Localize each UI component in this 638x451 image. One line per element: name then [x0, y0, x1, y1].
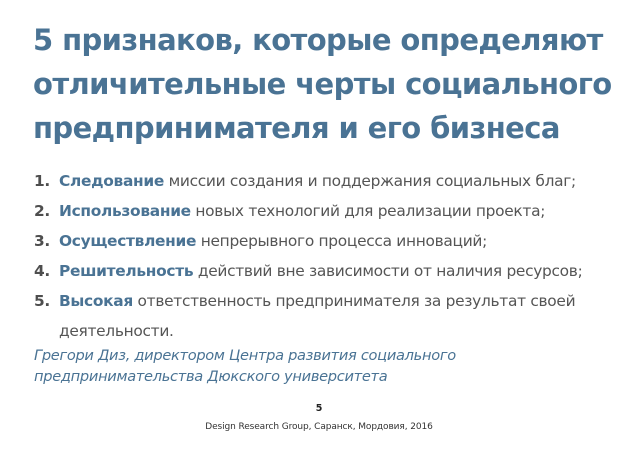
page-number: 5 — [315, 403, 323, 414]
item-number: 2. — [34, 202, 50, 220]
item-keyword: Решительность — [59, 262, 194, 280]
slide-title-line: 5 признаков, которые определяют — [33, 23, 603, 57]
item-text: новых технологий для реализации проекта; — [190, 202, 546, 220]
item-number: 4. — [34, 262, 50, 280]
slide-title — [33, 18, 623, 150]
slide-title-line: предпринимателя и его бизнеса — [33, 111, 560, 145]
list-item — [34, 256, 624, 286]
features-list — [34, 166, 624, 346]
item-number: 3. — [34, 232, 50, 250]
item-text: ответственность предпринимателя за результат своей деятельности. — [59, 292, 576, 340]
quote-attribution — [34, 345, 594, 387]
item-keyword: Высокая — [59, 292, 133, 310]
item-keyword: Следование — [59, 172, 164, 190]
item-number: 5. — [34, 292, 50, 310]
footer-text: Design Research Group, Саранск, Мордовия, 2016 — [205, 422, 433, 432]
item-keyword: Осуществление — [59, 232, 197, 250]
quote-line: Грегори Диз, директором Центра развития социального — [34, 347, 456, 364]
item-text: непрерывного процесса инноваций; — [196, 232, 487, 250]
list-item — [34, 196, 624, 226]
list-item — [34, 286, 624, 346]
item-text: действий вне зависимости от наличия ресурсов; — [193, 262, 583, 280]
quote-line: предпринимательства Дюкского университета — [34, 368, 388, 385]
item-number: 1. — [34, 172, 50, 190]
list-item — [34, 166, 624, 196]
item-text: миссии создания и поддержания социальных благ; — [164, 172, 576, 190]
slide-title-line: отличительные черты социального — [33, 67, 612, 101]
item-keyword: Использование — [59, 202, 191, 220]
list-item — [34, 226, 624, 256]
